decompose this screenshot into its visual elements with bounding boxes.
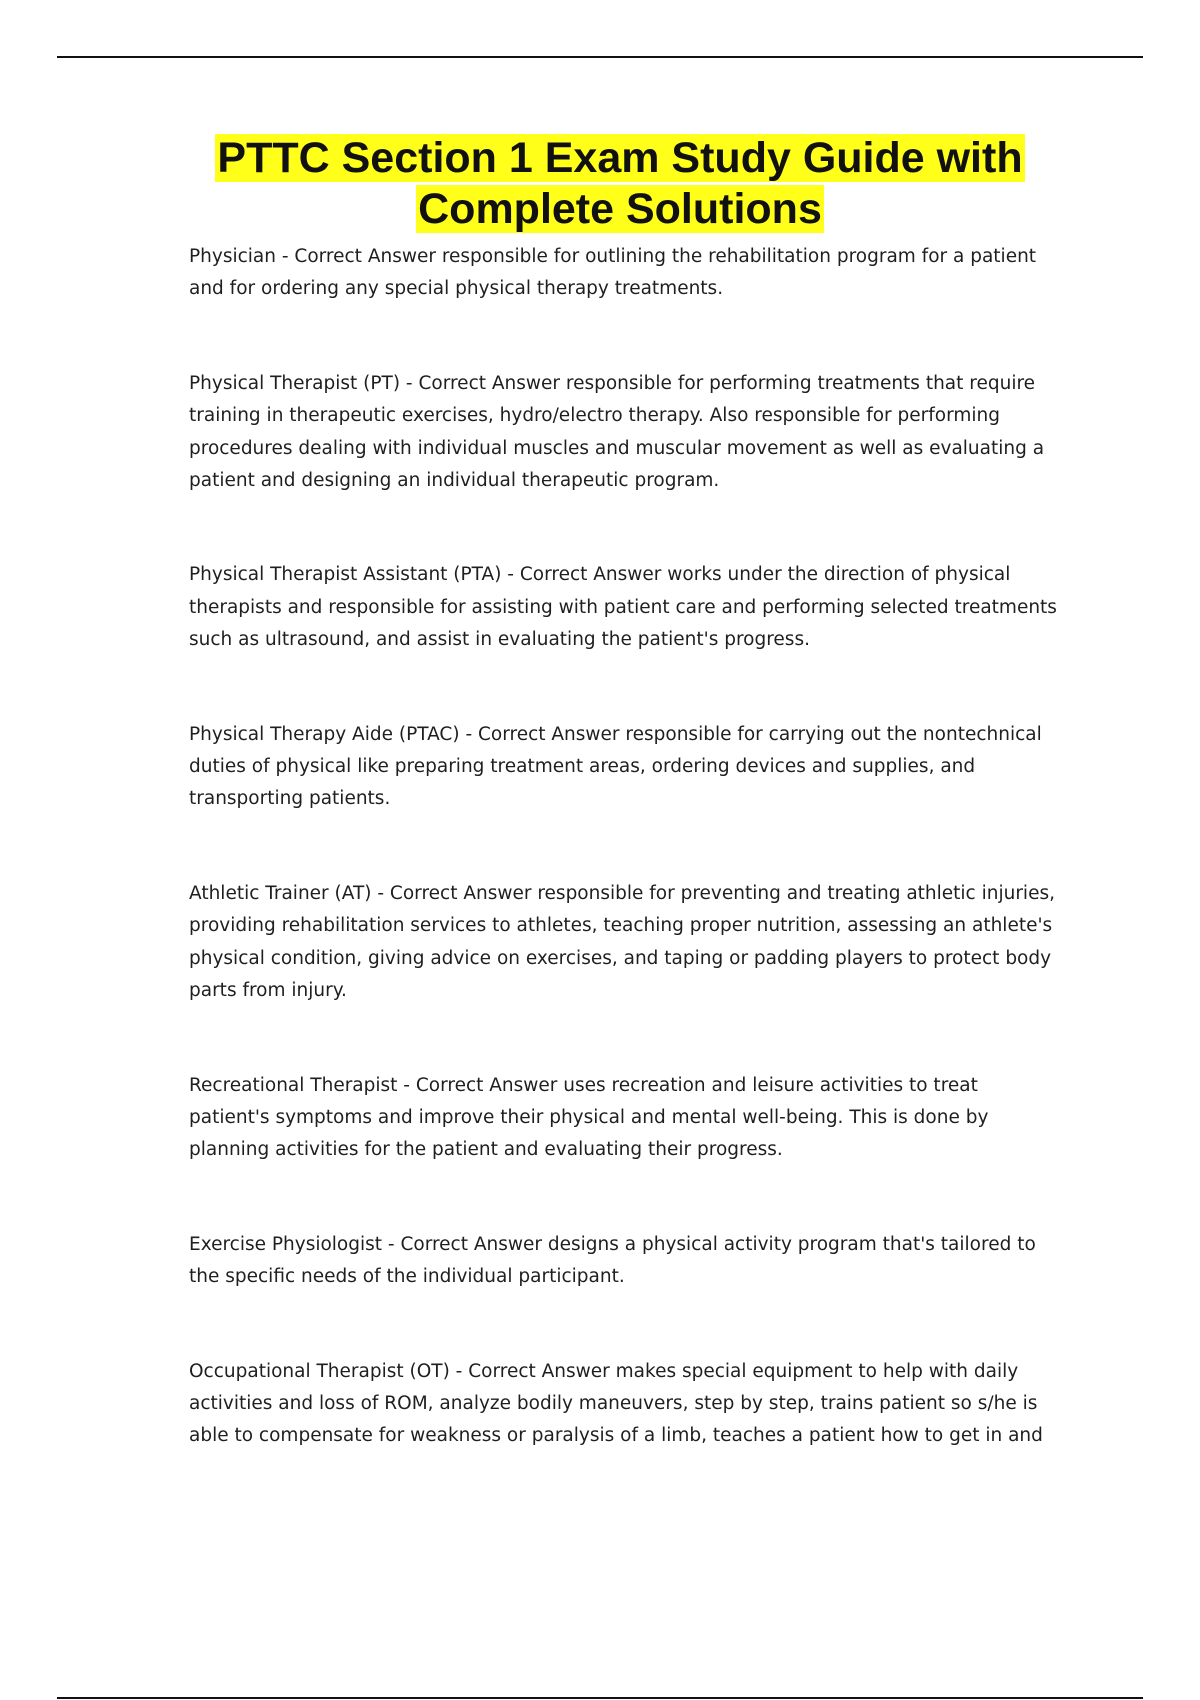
title-block [150,133,1090,235]
entry-physical-therapy-aide: Physical Therapy Aide (PTAC) - Correct Answer responsible for carrying out the nontechnical duties of physical like preparing treatment areas, ordering devices and supplies, and transporting patients. [189,723,1042,810]
entry-recreational-therapist: Recreational Therapist - Correct Answer uses recreation and leisure activities to treat patient's symptoms and improve their physical and mental well-being. This is done by planning activities for the patient and evaluating their progress. [189,1074,989,1161]
entry-exercise-physiologist: Exercise Physiologist - Correct Answer designs a physical activity program that's tailored to the specific needs of the individual participant. [189,1233,1036,1288]
document-title: PTTC Section 1 Exam Study Guide with Complete Solutions [217,134,1023,233]
entry-physician: Physician - Correct Answer responsible for outlining the rehabilitation program for a patient and for ordering any special physical therapy treatments. [189,246,1037,300]
entry-athletic-trainer: Athletic Trainer (AT) - Correct Answer responsible for preventing and treating athletic injuries, providing rehabilitation services to athletes, teaching proper nutrition, assessing an athlete's physical condition, giving advice on exercises, and taping or padding players to protect body parts from injury. [189,882,1055,1002]
bottom-rule [57,1697,1143,1699]
entry-physical-therapist-assistant: Physical Therapist Assistant (PTA) - Correct Answer works under the direction of physical therapists and responsible for assisting with patient care and performing selected treatments such as ultrasound, and assist in evaluating the patient's progress. [189,564,1057,651]
entry-physical-therapist: Physical Therapist (PT) - Correct Answer responsible for performing treatments that require training in therapeutic exercises, hydro/electro therapy. Also responsible for performing procedures dealing with individual muscles and muscular movement as well as evaluating a patient and designing an individual therapeutic program. [189,372,1045,492]
top-rule [57,56,1143,58]
entry-occupational-therapist: Occupational Therapist (OT) - Correct Answer makes special equipment to help with daily activities and loss of ROM, analyze bodily maneuvers, step by step, trains patient so s/he is able to compensate for weakness or paralysis of a limb, teaches a patient how to get in and [189,1360,1043,1447]
entry-list [189,241,1059,1453]
